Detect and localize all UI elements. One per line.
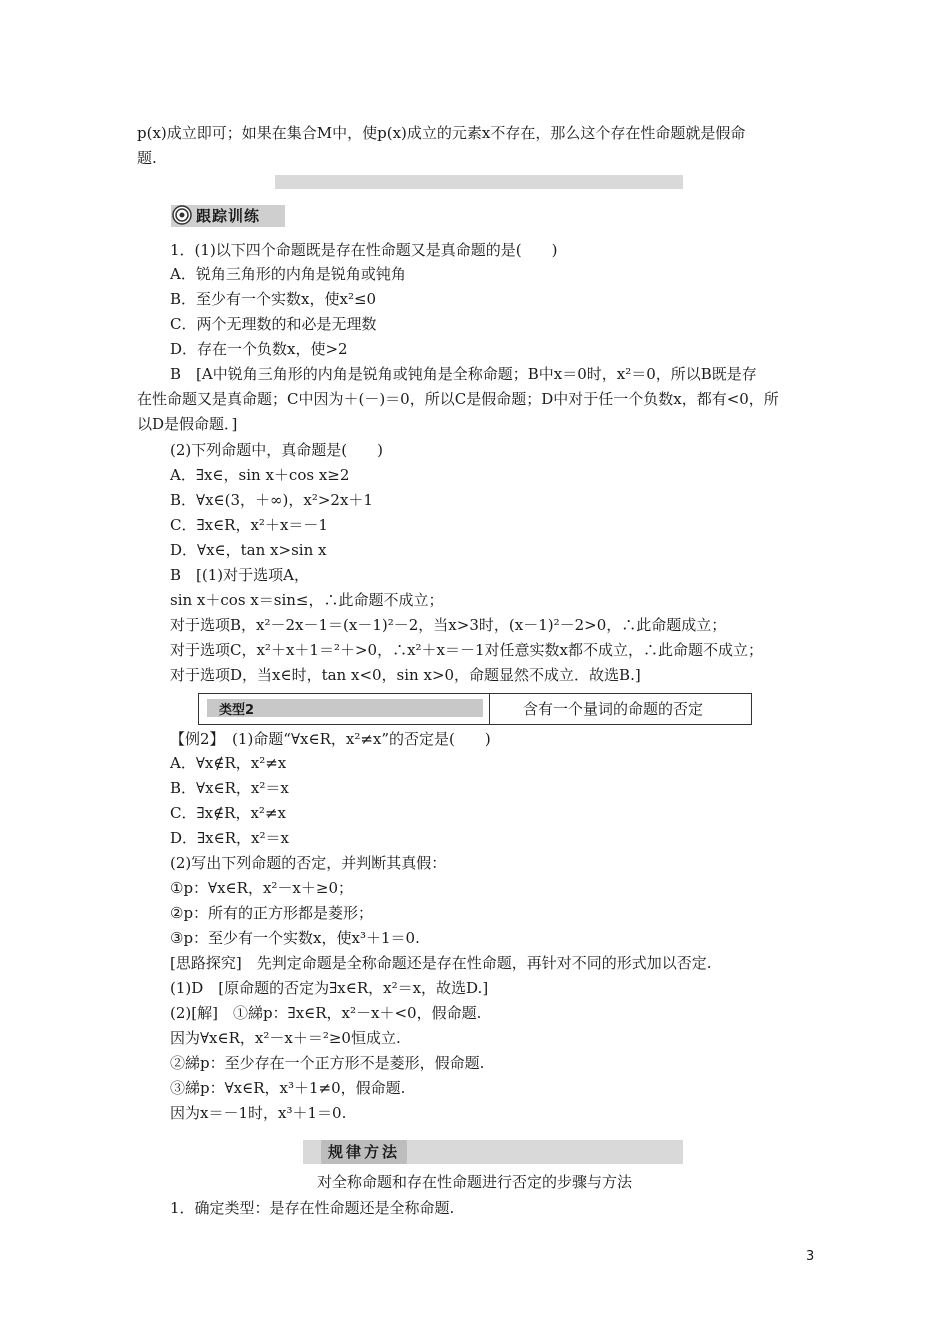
example2-answer-6: 因为x＝－1时，x³＋1＝0.: [170, 1104, 347, 1122]
example2-option-c: C．∃x∉R，x²≠x: [170, 804, 286, 822]
example2-idea: [思路探究] 先判定命题是全称命题还是存在性命题，再针对不同的形式加以否定.: [170, 954, 712, 972]
example2-answer-3: 因为∀x∈R，x²－x＋＝²≥0恒成立.: [170, 1029, 401, 1047]
example2-stem: 【例2】 (1)命题“∀x∈R，x²≠x”的否定是( ): [170, 730, 491, 748]
type2-label: 类型2: [219, 703, 255, 718]
q2-answer-line-1: B [(1)对于选项A，: [170, 566, 309, 584]
q2-answer-line-2: sin x＋cos x＝sin≤，∴此命题不成立；: [170, 591, 444, 609]
example2-prop-1: ①p：∀x∈R，x²－x＋≥0；: [170, 879, 354, 897]
example2-prop-3: ③p：至少有一个实数x，使x³＋1＝0.: [170, 929, 420, 947]
q2-option-a: A．∃x∈，sin x＋cos x≥2: [170, 466, 350, 484]
example2-answer-2: (2)[解] ①綈p：∃x∈R，x²－x＋<0，假命题.: [170, 1004, 482, 1022]
q1-answer-line-1: B [A中锐角三角形的内角是锐角或钝角是全称命题；B中x＝0时，x²＝0，所以B既是存: [170, 365, 757, 383]
q2-answer-line-5: 对于选项D，当x∈时，tan x<0，sin x>0，命题显然不成立．故选B.]: [170, 666, 641, 684]
section-divider: [275, 175, 683, 189]
q1-option-c: C．两个无理数的和必是无理数: [170, 315, 377, 333]
example2-option-b: B．∀x∈R，x²＝x: [170, 779, 289, 797]
example2-prop-2: ②p：所有的正方形都是菱形；: [170, 904, 374, 922]
intro-line-1: p(x)成立即可；如果在集合M中，使p(x)成立的元素x不存在，那么这个存在性命题就是假命: [137, 124, 746, 142]
page-number: 3: [806, 1249, 815, 1264]
q1-stem: 1．(1)以下四个命题既是存在性命题又是真命题的是( ): [170, 241, 558, 259]
target-icon: [172, 205, 192, 225]
rules-title: 对全称命题和存在性命题进行否定的步骤与方法: [317, 1173, 633, 1191]
type2-label-cell: [199, 694, 490, 724]
q2-answer-line-3: 对于选项B，x²－2x－1＝(x－1)²－2，当x>3时，(x－1)²－2>0，∴此命题成立；: [170, 616, 727, 634]
q1-option-a: A．锐角三角形的内角是锐角或钝角: [170, 265, 406, 283]
q1-option-d: D．存在一个负数x，使>2: [170, 340, 348, 358]
example2-answer-1: (1)D [原命题的否定为∃x∈R，x²＝x，故选D.]: [170, 979, 489, 997]
q1-answer-line-2: 在性命题又是真命题；C中因为＋(－)＝0，所以C是假命题；D中对于任一个负数x，都有<0，所: [137, 390, 779, 408]
example2-answer-4: ②綈p：至少存在一个正方形不是菱形，假命题.: [170, 1054, 485, 1072]
q2-option-d: D．∀x∈，tan x>sin x: [170, 541, 327, 559]
rules-step-1: 1．确定类型：是存在性命题还是全称命题.: [170, 1199, 455, 1217]
q2-stem: (2)下列命题中，真命题是( ): [170, 441, 383, 459]
type2-header: [198, 693, 752, 725]
q1-answer-line-3: 以D是假命题．]: [137, 415, 238, 433]
example2-part2: (2)写出下列命题的否定，并判断其真假：: [170, 854, 447, 872]
training-badge-label: 跟踪训练: [196, 207, 261, 225]
type2-title: 含有一个量词的命题的否定: [523, 700, 704, 718]
type2-badge: [207, 699, 483, 717]
example2-option-a: A．∀x∉R，x²≠x: [170, 754, 287, 772]
intro-line-2: 题.: [137, 149, 157, 167]
q1-option-b: B．至少有一个实数x，使x²≤0: [170, 290, 377, 308]
q2-option-c: C．∃x∈R，x²＋x＝－1: [170, 516, 328, 534]
q2-answer-line-4: 对于选项C，x²＋x＋1＝²＋>0，∴x²＋x＝－1对任意实数x都不成立，∴此命题不成立；: [170, 641, 764, 659]
q2-option-b: B．∀x∈(3，＋∞)，x²>2x＋1: [170, 491, 373, 509]
rules-badge-label: 规律方法: [321, 1140, 407, 1164]
rules-badge: [303, 1140, 683, 1164]
example2-option-d: D．∃x∈R，x²＝x: [170, 829, 289, 847]
example2-answer-5: ③綈p：∀x∈R，x³＋1≠0，假命题.: [170, 1079, 406, 1097]
